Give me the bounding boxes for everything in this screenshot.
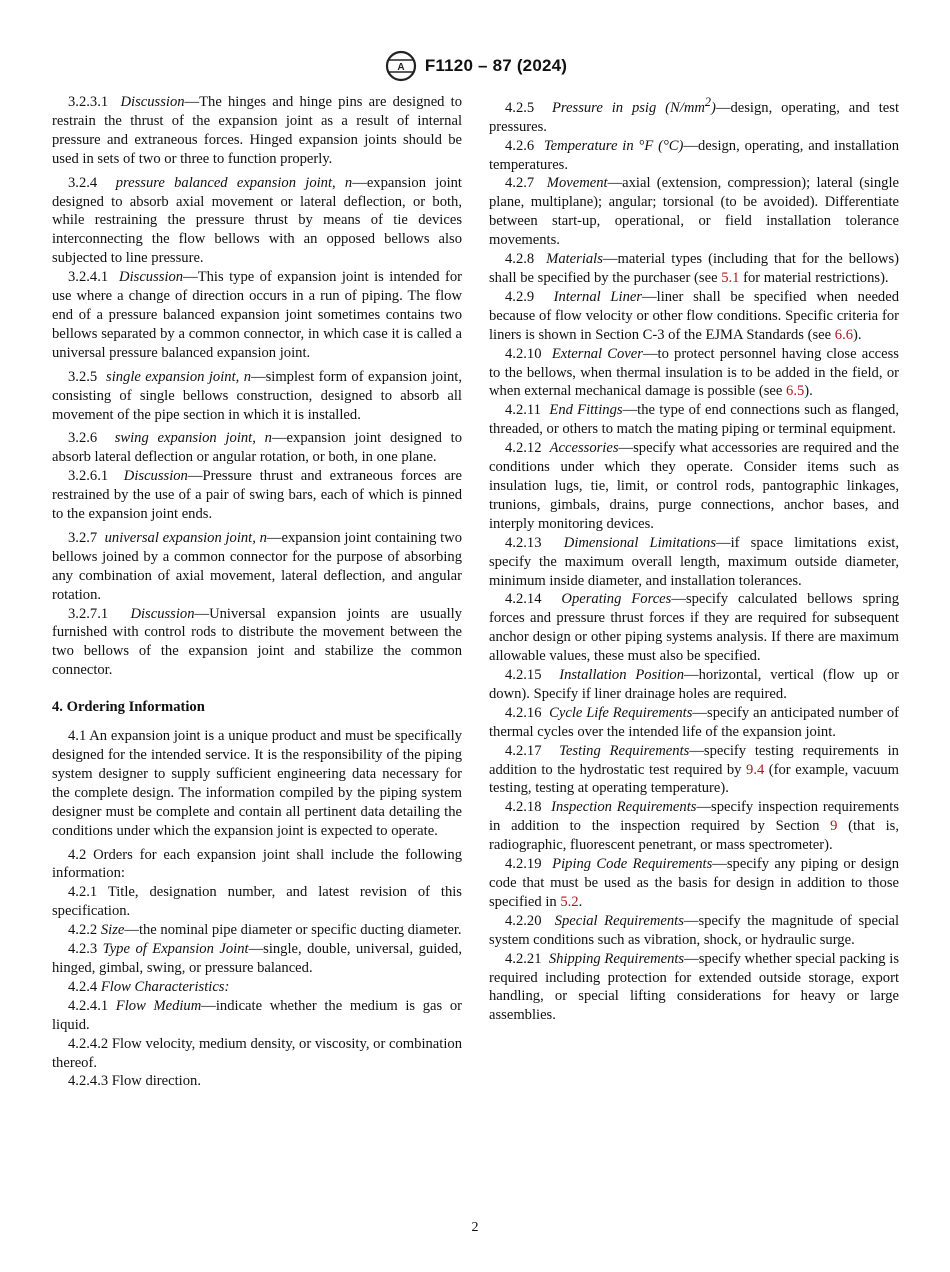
paragraph-3-2-5: 3.2.5 single expansion joint, n—simplest form of expansion joint, consisting of single bellows construction, designed to absorb all movement of the pipe section in which it is installed.: [52, 368, 462, 423]
paragraph-4-2-4-1: 4.2.4.1 Flow Medium—indicate whether the medium is gas or liquid.: [52, 997, 462, 1033]
section-link[interactable]: 5.2: [560, 893, 579, 910]
paragraph-3-2-4: 3.2.4 pressure balanced expansion joint, n—expansion joint designed to absorb axial movement or lateral deflection, or both, while restraining the pressure thrust by means of tie devices interconnecting the flow bellows with an opposed bellows also subjected to line pressure.: [52, 174, 462, 267]
paragraph-4-2-5: 4.2.5 Pressure in psig $(N/mm^2)—design$, operating, and test pressures.: [489, 95, 900, 135]
section-link[interactable]: 9.4: [746, 761, 765, 778]
paragraph-4-2-13: 4.2.13 Dimensional Limitations—if space limitations exist, specify the maximum overall length, maximum outside diameter, minimum inside diameter, and installation tolerances.: [489, 534, 900, 589]
paragraph-4-2-21: 4.2.21 Shipping Requirements—specify whether special packing is required including protection for extended outside storage, export handling, or special lifting considerations for heavy or large assemblies.: [489, 950, 900, 1024]
paragraph-4-2-18: 4.2.18 Inspection Requirements—specify inspection requirements in addition to the inspection required by Section 9 (that is, radiographic, fluorescent penetrant, or mass spectrometer).: [489, 799, 899, 854]
paragraph-4-2-1: 4.2.1 Title, designation number, and latest revision of this specification.: [52, 884, 462, 920]
paragraph-4-2-3: 4.2.3 Type of Expansion Joint—single, double, universal, guided, hinged, gimbal, swing, or pressure balanced.: [52, 941, 462, 976]
paragraph-3-2-4-1: 3.2.4.1 Discussion—This type of expansion joint is intended for use where a change of direction occurs in a run of piping. The flow end of a pressure balanced expansion joint sometimes contains two bellows separated by a common connector, in which case it is called a universal pressure balanced expansion joint.: [52, 269, 463, 361]
section-link[interactable]: 6.6: [834, 326, 854, 343]
section-heading-ordering-information: 4. Ordering Information: [52, 699, 205, 716]
paragraph-4-2: 4.2 Orders for each expansion joint shall include the following information:: [52, 846, 462, 882]
page-header: [0, 50, 950, 82]
section-link[interactable]: 5.1: [721, 270, 740, 287]
astm-logo: [383, 50, 419, 82]
paragraph-4-2-14: 4.2.14 Operating Forces—specify calculated bellows spring forces and pressure thrust forces if they are required for subsequent anchor design or other piping systems analysis. If there are maximum allowable values, these must also be specified.: [489, 591, 899, 665]
page-number: 2: [471, 1220, 479, 1235]
paragraph-4-2-11: 4.2.11 End Fittings—the type of end connections such as flanged, threaded, or others to match the mating piping or terminal equipment.: [489, 402, 899, 438]
paragraph-3-2-3-1: 3.2.3.1 Discussion—The hinges and hinge pins are designed to restrain the thrust of the expansion joint as a result of internal pressure and extraneous forces. Hinged expansion joints should be used in sets of two or three to function properly.: [52, 94, 462, 167]
paragraph-4-2-8: 4.2.8 Materials—material types (including that for the bellows) shall be specified by the purchaser (see 5.1 for material restrictions).: [489, 251, 899, 287]
right-column: [489, 93, 899, 1025]
paragraph-4-2-12: 4.2.12 Accessories—specify what accessories are required and the conditions under which they operate. Consider items such as insulation lugs, tie, limit, or control rods, pantographic linkages, trunions, gimbals, drains, purge connections, anchor bases, and interply monitoring devices.: [489, 440, 900, 532]
paragraph-4-2-16: 4.2.16 Cycle Life Requirements—specify an anticipated number of thermal cycles over the intended life of the expansion joint.: [489, 704, 899, 740]
paragraph-3-2-6-1: 3.2.6.1 Discussion—Pressure thrust and extraneous forces are restrained by the use of a pair of swing bars, each of which is pinned to the expansion joint ends.: [52, 468, 463, 523]
paragraph-3-2-6: 3.2.6 swing expansion joint, n—expansion joint designed to absorb lateral deflection or angular rotation, or both, in one plane.: [52, 430, 462, 466]
paragraph-4-2-2: 4.2.2 Size—the nominal pipe diameter or specific ducting diameter.: [68, 922, 462, 939]
svg-text:A: A: [397, 62, 405, 73]
paragraph-3-2-7-1: 3.2.7.1 Discussion—Universal expansion joints are usually furnished with control rods to distribute the movement between the two bellows of the expansion joint and stabilize the common connector.: [52, 605, 462, 679]
paragraph-4-2-6: 4.2.6 Temperature in °F (°C)—design, operating, and installation temperatures.: [489, 137, 899, 173]
section-link[interactable]: 9: [830, 818, 838, 835]
paragraph-4-2-4-3: 4.2.4.3 Flow direction.: [68, 1073, 201, 1090]
paragraph-4-2-9: 4.2.9 Internal Liner—liner shall be specified when needed because of flow velocity or other flow conditions. Specific criteria for liners is shown in Section C-3 of the EJMA Standards (see 6.6).: [489, 288, 900, 343]
paragraph-3-2-7: 3.2.7 universal expansion joint, n—expansion joint containing two bellows joined by a common connector for the purpose of absorbing any combination of axial movement, lateral deflection, and angular rotation.: [52, 529, 463, 603]
left-column: [52, 93, 462, 1091]
paragraph-4-2-17: 4.2.17 Testing Requirements—specify testing requirements in addition to the hydrostatic test required by 9.4 (for example, vacuum testing, testing at operating temperature).: [489, 742, 899, 797]
paragraph-4-1: 4.1 An expansion joint is a unique product and must be specifically designed for the intended service. It is the responsibility of the piping system designer to supply sufficient engineering data necessary for the complete design. The information compiled by the piping system designer must be complete and contain all pertinent data detailing the conditions under which the expansion joint is expected to operate.: [52, 728, 463, 839]
paragraph-4-2-19: 4.2.19 Piping Code Requirements—specify any piping or design code that must be used as the basis for design in addition to those specified in 5.2.: [489, 856, 900, 910]
paragraph-4-2-20: 4.2.20 Special Requirements—specify the magnitude of special system conditions such as vibration, shock, or hydraulic surge.: [489, 912, 900, 948]
section-link[interactable]: 6.5: [786, 383, 805, 400]
paragraph-4-2-4-2: 4.2.4.2 Flow velocity, medium density, or viscosity, or combination thereof.: [52, 1035, 462, 1071]
paragraph-4-2-15: 4.2.15 Installation Position—horizontal, vertical (flow up or down). Specify if liner drainage holes are required.: [489, 667, 900, 702]
paragraph-4-2-10: 4.2.10 External Cover—to protect personnel having close access to the bellows, when thermal insulation is to be added in the field, or when external mechanical damage is possible (see 6.5).: [489, 345, 899, 400]
paragraph-4-2-7: 4.2.7 Movement—axial (extension, compression); lateral (single plane, multiplane); angular; torsional (to be avoided). Differentiate between start-up, operational, or field installation tolerance movements.: [489, 175, 899, 249]
paragraph-4-2-4: 4.2.4 Flow Characteristics:: [68, 978, 230, 995]
document-designation: F1120 – 87 (2024): [424, 56, 568, 75]
